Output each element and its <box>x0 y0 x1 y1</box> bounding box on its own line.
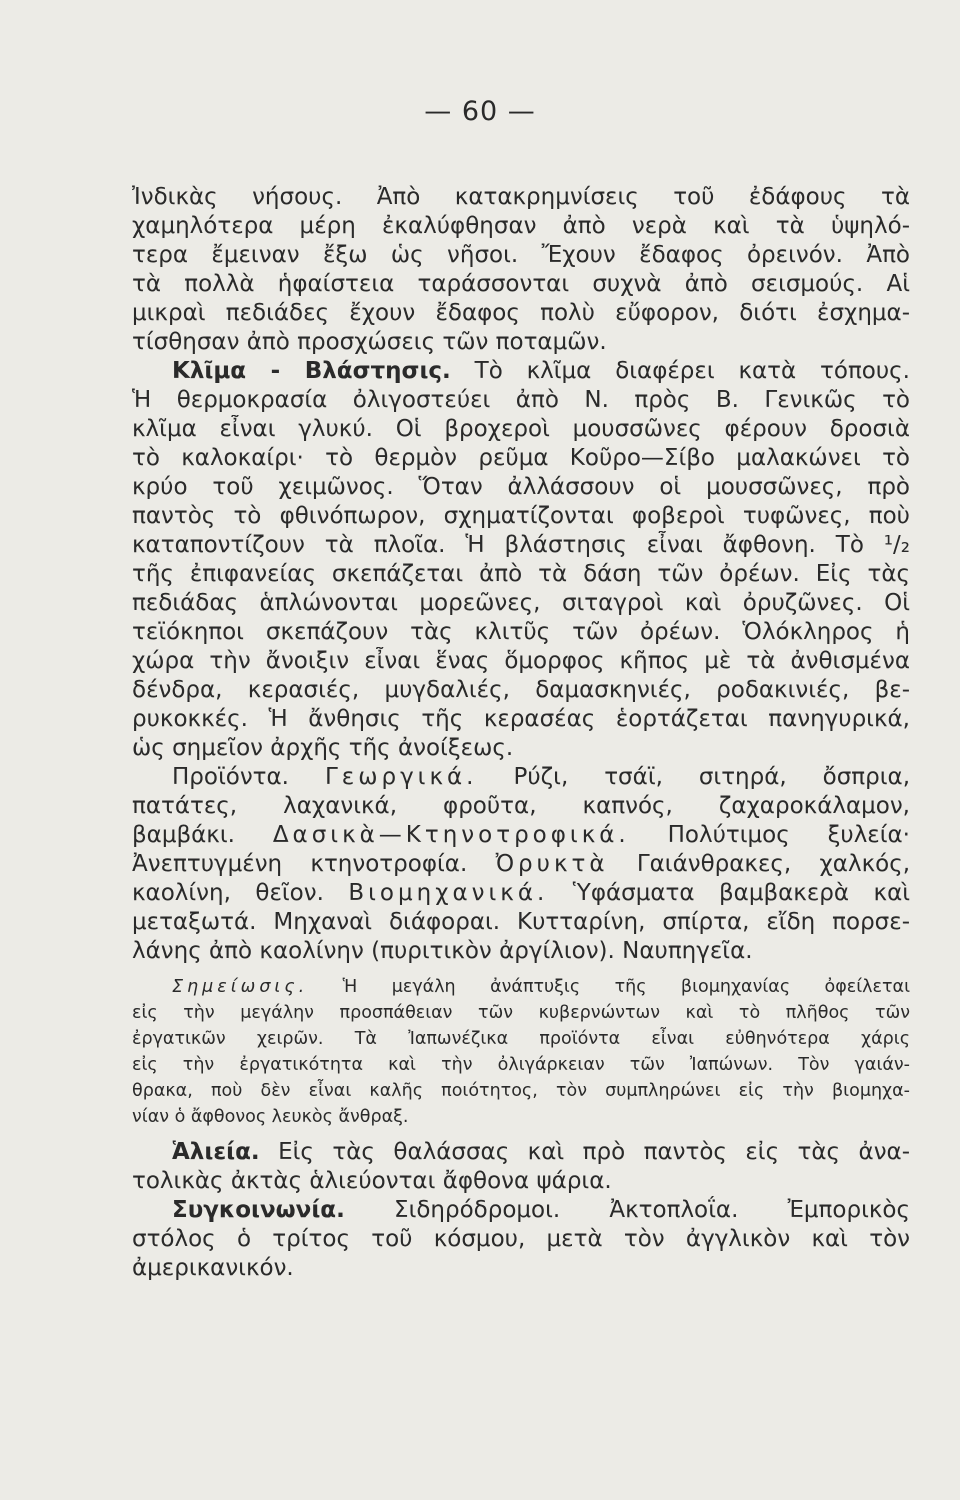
text-fragment: Ἀνεπτυγμένη κτηνοτροφία. <box>132 851 468 877</box>
text-line: ἀμερικανικόν. <box>132 1255 294 1281</box>
text-fragment: Γαιάνθρακες, χαλκός, <box>636 851 910 877</box>
text-line <box>132 879 910 908</box>
section-alieia <box>132 1138 910 1196</box>
page-text <box>132 183 910 1283</box>
section-proionta-first-line <box>132 763 910 792</box>
text-line: πατάτες, λαχανικά, φροῦτα, καπνός, ζαχαροκάλαμον, <box>132 793 910 819</box>
text-line: ρυκοκκές. Ἡ ἄνθησις τῆς κερασέας ἑορτάζεται πανηγυρικά, <box>132 706 910 732</box>
text-line <box>132 850 910 879</box>
text-line: λάνης ἀπὸ καολίνην (πυριτικὸν ἀργίλιον). Ναυπηγεῖα. <box>132 938 753 964</box>
text-line: Ἰνδικὰς νήσους. Ἀπὸ κατακρημνίσεις τοῦ ἐδάφους τὰ <box>132 184 910 210</box>
text-line: μικραὶ πεδιάδες ἔχουν ἔδαφος πολὺ εὔφορον, διότι ἐσχημα- <box>132 300 910 326</box>
text-fragment: Ἡ μεγάλη ἀνάπτυξις τῆς βιομηχανίας ὀφείλεται <box>342 977 910 997</box>
note-block <box>132 974 910 1130</box>
section-heading-synkoinonia: Συγκοινωνία. <box>172 1197 345 1223</box>
text-line: τολικὰς ἀκτὰς ἁλιεύονται ἄφθονα ψάρια. <box>132 1168 612 1194</box>
text-line: Ἡ θερμοκρασία ὀλιγοστεύει ἀπὸ Ν. πρὸς Β. Γενικῶς τὸ <box>132 387 910 413</box>
text-line: στόλος ὁ τρίτος τοῦ κόσμου, μετὰ τὸν ἀγγλικὸν καὶ τὸν <box>132 1226 910 1252</box>
text-line: τερα ἔμειναν ἔξω ὡς νῆσοι. Ἔχουν ἔδαφος ὀρεινόν. Ἀπὸ <box>132 242 910 268</box>
section-synkoinonia <box>132 1196 910 1283</box>
section-klima-first-line <box>132 357 910 386</box>
text-line: τὸ καλοκαίρι· τὸ θερμὸν ρεῦμα Κοῦρο—Σίβο μαλακώνει τὸ <box>132 445 910 471</box>
text-line: δένδρα, κερασιές, μυγδαλιές, δαμασκηνιές, ροδακινιές, βε- <box>132 677 910 703</box>
text-fragment: καολίνη, θεῖον. <box>132 880 324 906</box>
text-fragment: Εἰς τὰς θαλάσσας καὶ πρὸ παντὸς εἰς τὰς ἀνα- <box>278 1139 910 1165</box>
text-fragment: βαμβάκι. <box>132 822 235 848</box>
subheading-georgika: Γεωργικά. <box>324 764 478 790</box>
subheading-viomichanika: Βιομηχανικά. <box>348 880 549 906</box>
text-line: τεϊόκηποι σκεπάζουν τὰς κλιτῦς τῶν ὀρέων. Ὁλόκληρος ἡ <box>132 619 910 645</box>
text-line: κλῖμα εἶναι γλυκύ. Οἱ βροχεροὶ μουσσῶνες φέρουν δροσιὰ <box>132 416 910 442</box>
text-fragment: Ρύζι, τσάϊ, σιτηρά, ὄσπρια, <box>513 764 910 790</box>
text-line <box>132 821 910 850</box>
note-label: Σημείωσις. <box>172 977 309 997</box>
text-line: ὡς σημεῖον ἀρχῆς τῆς ἀνοίξεως. <box>132 735 514 761</box>
text-fragment: Σιδηρόδρομοι. Ἀκτοπλοΐα. Ἐμπορικὸς <box>394 1197 910 1223</box>
text-line: μεταξωτά. Μηχαναὶ διάφοραι. Κυτταρίνη, σπίρτα, εἴδη πορσε- <box>132 909 910 935</box>
text-fragment: Τὸ κλῖμα διαφέρει κατὰ τόπους. <box>474 358 910 384</box>
text-line: καταποντίζουν τὰ πλοῖα. Ἡ βλάστησις εἶναι ἄφθονη. Τὸ ¹/₂ <box>132 532 910 558</box>
note-line: ἐργατικῶν χειρῶν. Τὰ Ἰαπωνέζικα προϊόντα εἶναι εὐθηνότερα χάρις <box>132 1029 910 1049</box>
text-line: χώρα τὴν ἄνοιξιν εἶναι ἕνας ὅμορφος κῆπος μὲ τὰ ἀνθισμένα <box>132 648 910 674</box>
section-alieia-first-line <box>132 1138 910 1167</box>
note-line: εἰς τὴν ἐργατικότητα καὶ τὴν ὀλιγάρκειαν τῶν Ἰαπώνων. Τὸν γαιάν- <box>132 1055 910 1075</box>
text-line: χαμηλότερα μέρη ἐκαλύφθησαν ἀπὸ νερὰ καὶ τὰ ὑψηλό- <box>132 213 910 239</box>
text-line: τὰ πολλὰ ἡφαίστεια ταράσσονται συχνὰ ἀπὸ σεισμούς. Αἱ <box>132 271 910 297</box>
note-first-line <box>132 974 910 1000</box>
section-heading-proionta: Προϊόντα. <box>172 764 289 790</box>
subheading-dasika: Δασικὰ—Κτηνοτροφικά. <box>272 822 630 848</box>
text-line: τίσθησαν ἀπὸ προσχώσεις τῶν ποταμῶν. <box>132 329 607 355</box>
text-line: τῆς ἐπιφανείας σκεπάζεται ἀπὸ τὰ δάση τῶν ὀρέων. Εἰς τὰς <box>132 561 910 587</box>
section-heading-klima: Κλῖμα - Βλάστησις. <box>172 358 451 384</box>
note-line: νίαν ὁ ἄφθονος λευκὸς ἄνθραξ. <box>132 1107 409 1127</box>
text-line: πεδιάδας ἁπλώνονται μορεῶνες, σιταγροὶ καὶ ὀρυζῶνες. Οἱ <box>132 590 910 616</box>
section-heading-alieia: Ἁλιεία. <box>172 1139 260 1165</box>
text-fragment: Πολύτιμος ξυλεία· <box>667 822 910 848</box>
text-fragment: Ὑφάσματα βαμβακερὰ καὶ <box>572 880 910 906</box>
text-line: κρύο τοῦ χειμῶνος. Ὅταν ἀλλάσσουν οἱ μουσσῶνες, πρὸ <box>132 474 910 500</box>
section-synkoinonia-first-line <box>132 1196 910 1225</box>
note-line: εἰς τὴν μεγάλην προσπάθειαν τῶν κυβερνώντων καὶ τὸ πλῆθος τῶν <box>132 1003 910 1023</box>
note-line: θρακα, ποὺ δὲν εἶναι καλῆς ποιότητος, τὸν συμπληρώνει εἰς τὴν βιομηχα- <box>132 1081 910 1101</box>
subheading-orykta: Ὀρυκτὰ <box>495 851 609 877</box>
page-number: — 60 — <box>424 96 536 127</box>
text-line: παντὸς τὸ φθινόπωρον, σχηματίζονται φοβεροὶ τυφῶνες, ποὺ <box>132 503 910 529</box>
